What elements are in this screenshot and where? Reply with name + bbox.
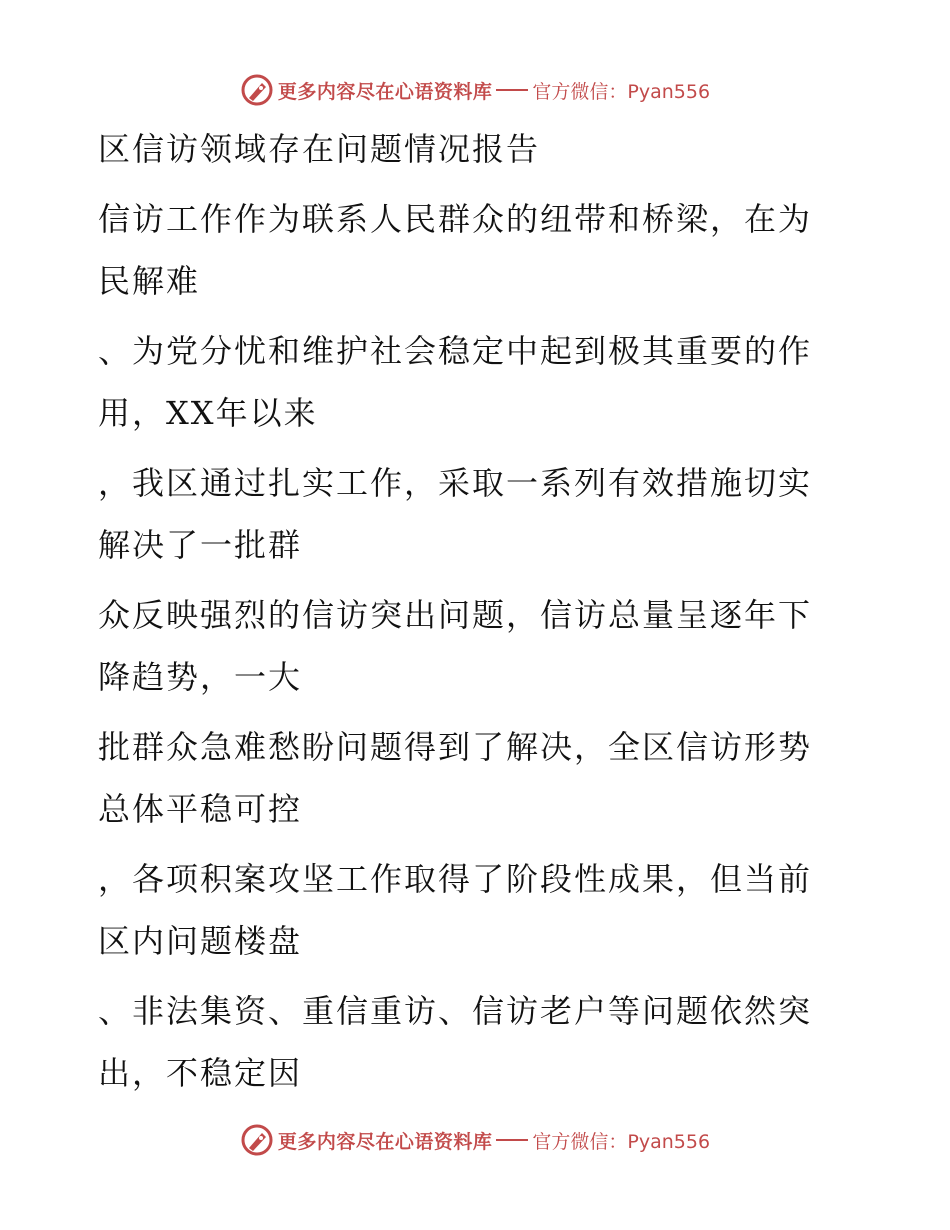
document-body bbox=[98, 118, 838, 1104]
watermark-wechat: 官方微信：Pyan556 bbox=[532, 1130, 711, 1153]
watermark-divider bbox=[496, 1139, 528, 1141]
pen-nib-circle-icon bbox=[240, 73, 274, 107]
paragraph-line: ，各项积案攻坚工作取得了阶段性成果，但当前 bbox=[98, 860, 813, 898]
paragraph-line: 、非法集资、重信重访、信访老户等问题依然突 bbox=[98, 992, 813, 1030]
paragraph-line: 民解难 bbox=[98, 262, 201, 300]
watermark-text: 更多内容尽在心语资料库 bbox=[277, 1130, 493, 1153]
paragraph-line: 批群众急难愁盼问题得到了解决，全区信访形势 bbox=[98, 728, 813, 766]
paragraph-line: 信访工作作为联系人民群众的纽带和桥梁，在为 bbox=[98, 200, 813, 238]
paragraph-line: 解决了一批群 bbox=[98, 526, 303, 564]
paragraph-line: 出，不稳定因 bbox=[98, 1054, 303, 1092]
paragraph-line: ，我区通过扎实工作，采取一系列有效措施切实 bbox=[98, 464, 813, 502]
paragraph-line: 用，XX年以来 bbox=[98, 394, 318, 432]
pen-nib-circle-icon bbox=[240, 1123, 274, 1157]
paragraph-line: 降趋势，一大 bbox=[98, 658, 303, 696]
watermark-banner-bottom bbox=[0, 1120, 950, 1160]
paragraph-line: 区内问题楼盘 bbox=[98, 922, 303, 960]
paragraph-line: 众反映强烈的信访突出问题，信访总量呈逐年下 bbox=[98, 596, 813, 634]
paragraph-line: 、为党分忧和维护社会稳定中起到极其重要的作 bbox=[98, 332, 813, 370]
document-title: 区信访领域存在问题情况报告 bbox=[98, 130, 541, 168]
watermark-text: 更多内容尽在心语资料库 bbox=[277, 80, 493, 103]
watermark-banner-top bbox=[0, 70, 950, 110]
paragraph-line: 总体平稳可控 bbox=[98, 790, 303, 828]
watermark-divider bbox=[496, 89, 528, 91]
watermark-wechat: 官方微信：Pyan556 bbox=[532, 80, 711, 103]
